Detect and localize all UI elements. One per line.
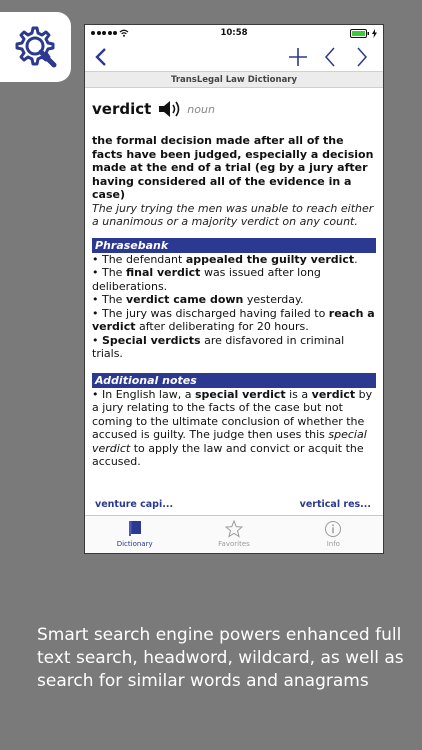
- part-of-speech: noun: [187, 102, 215, 116]
- phone-screen: [84, 24, 384, 554]
- battery-indicator: [350, 29, 377, 38]
- phrasebank-item: • The defendant appealed the guilty verdict.: [92, 252, 358, 266]
- dictionary-title: TransLegal Law Dictionary: [85, 72, 383, 88]
- app-logo: [0, 12, 71, 82]
- book-icon: [126, 520, 144, 538]
- status-time: 10:58: [220, 28, 248, 38]
- phrasebank-header: Phrasebank: [92, 238, 376, 253]
- chevron-right-icon: [356, 47, 368, 67]
- headword: verdict: [92, 100, 152, 118]
- tab-label: Info: [326, 540, 340, 548]
- battery-icon: [350, 29, 370, 38]
- headword-row: [92, 94, 376, 124]
- navigation-bar: [85, 42, 383, 72]
- phrasebank-item: • The jury was discharged having failed to reach a verdict after deliberating for 20 hours.: [92, 306, 375, 333]
- charging-icon: [372, 29, 377, 38]
- plus-icon: [288, 47, 308, 67]
- example-sentence: The jury trying the men was unable to reach either a unanimous or a majority verdict on any count.: [92, 201, 374, 228]
- back-button[interactable]: [89, 45, 113, 69]
- next-entry-button[interactable]: [350, 45, 374, 69]
- add-favorite-button[interactable]: [286, 45, 310, 69]
- next-entry-link[interactable]: vertical res...: [299, 499, 371, 510]
- additional-notes-text: • In English law, a special verdict is a verdict by a jury relating to the facts of the case but not coming to the ultimate conclusion of whether the accused is guilty. The judge then uses this special verdict to apply the law and convict or acquit the accused.: [92, 387, 373, 468]
- info-icon: [324, 520, 342, 538]
- tab-info[interactable]: [284, 516, 383, 553]
- chevron-left-icon: [324, 47, 336, 67]
- previous-entry-link[interactable]: venture capi...: [95, 499, 174, 510]
- search-gear-icon: [13, 24, 59, 70]
- phrasebank-list: [92, 253, 376, 361]
- promo-caption: Smart search engine powers enhanced full text search, headword, wildcard, as well as search for similar words and anagrams: [37, 625, 404, 691]
- phrasebank-item: • The verdict came down yesterday.: [92, 293, 304, 306]
- definition: the formal decision made after all of the facts have been judged, especially a decision made at the end of a trial (eg by a jury after having considered all of the evidence in a case): [92, 134, 374, 201]
- star-icon: [225, 520, 243, 538]
- chevron-left-icon: [95, 48, 107, 66]
- additional-notes-header: Additional notes: [92, 373, 376, 388]
- previous-entry-button[interactable]: [318, 45, 342, 69]
- tab-bar: [85, 515, 383, 553]
- tab-dictionary[interactable]: [85, 516, 184, 553]
- related-entries: [85, 499, 383, 513]
- phrasebank-item: • Special verdicts are disfavored in criminal trials.: [92, 333, 345, 360]
- status-bar: [85, 25, 383, 42]
- tab-label: Favorites: [218, 540, 250, 548]
- tab-label: Dictionary: [116, 540, 153, 548]
- speaker-icon[interactable]: [157, 98, 183, 120]
- tab-favorites[interactable]: [184, 516, 283, 553]
- entry-content[interactable]: [85, 88, 383, 510]
- phrasebank-item: • The final verdict was issued after long deliberations.: [92, 266, 321, 293]
